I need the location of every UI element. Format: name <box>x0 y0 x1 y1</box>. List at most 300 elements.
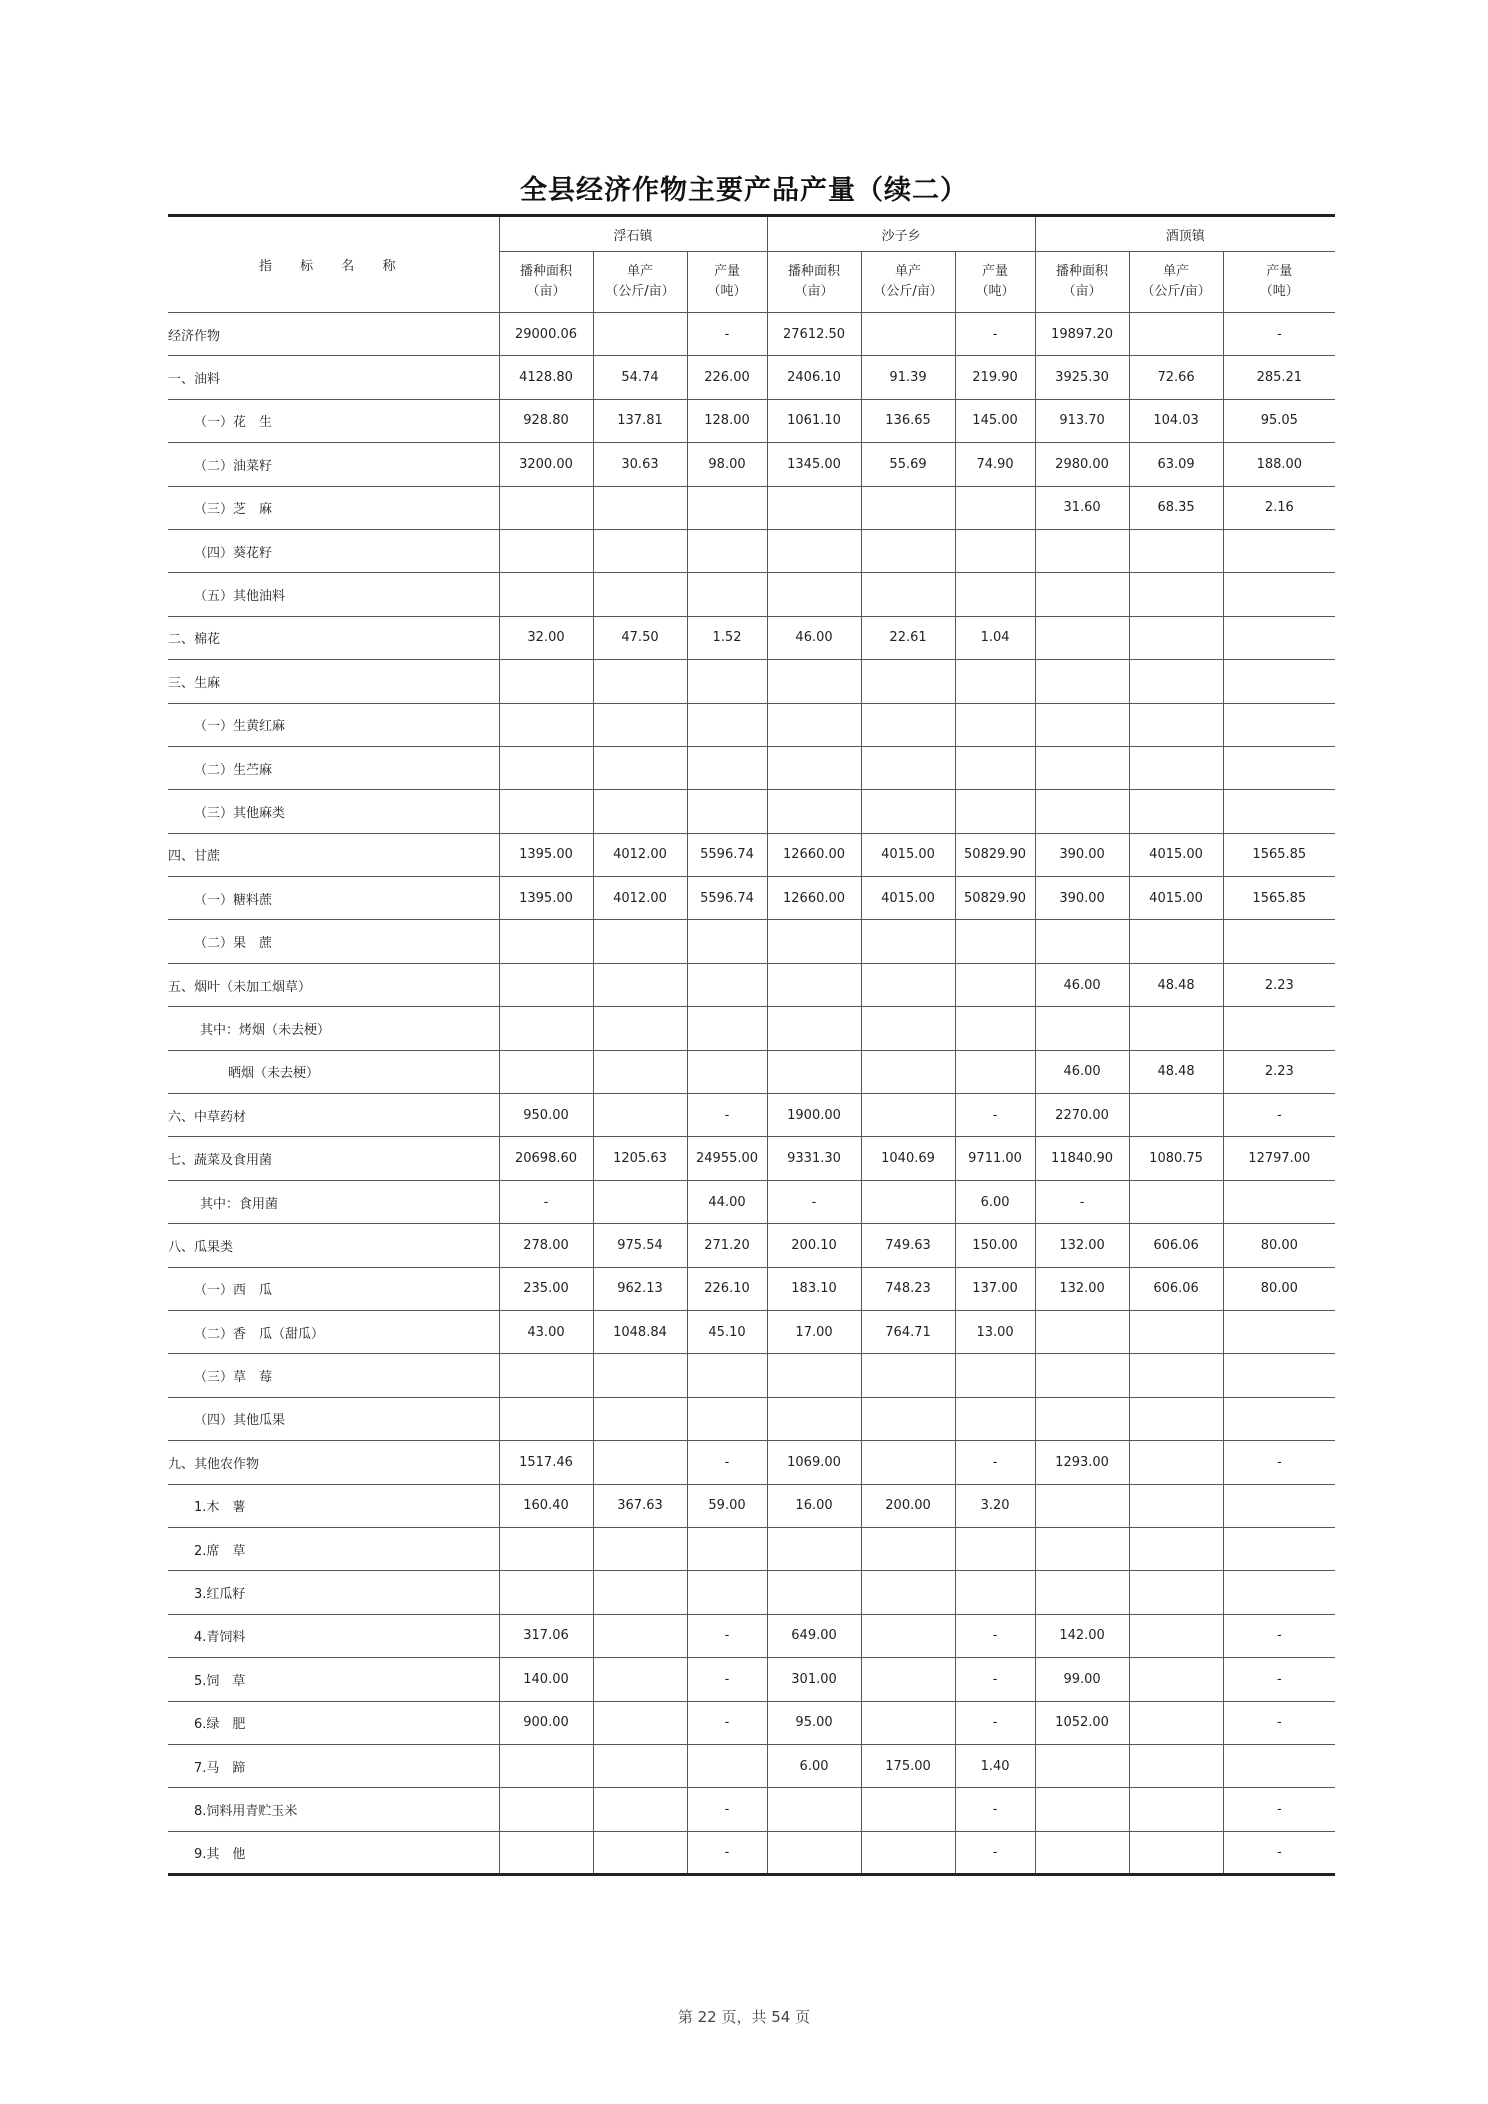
value-cell <box>687 1050 767 1093</box>
value-cell <box>1129 1310 1223 1353</box>
value-cell <box>1223 660 1335 703</box>
value-cell <box>1129 616 1223 659</box>
value-cell: 2.23 <box>1223 963 1335 1006</box>
value-cell: 975.54 <box>593 1224 687 1267</box>
value-cell <box>955 746 1035 789</box>
value-cell: 4012.00 <box>593 833 687 876</box>
value-cell <box>1035 1354 1129 1397</box>
metric-unit: （吨） <box>975 284 1015 299</box>
value-cell: 137.00 <box>955 1267 1035 1310</box>
metric-unit: （公斤/亩） <box>1141 284 1211 299</box>
value-cell: 3.20 <box>955 1484 1035 1527</box>
value-cell: 748.23 <box>861 1267 955 1310</box>
value-cell: 104.03 <box>1129 399 1223 442</box>
value-cell: 649.00 <box>767 1614 861 1657</box>
indicator-name: （一）花 生 <box>168 399 499 442</box>
value-cell <box>499 1744 593 1787</box>
metric-label: 播种面积 <box>788 264 841 279</box>
value-cell: 1048.84 <box>593 1310 687 1353</box>
value-cell: 1.52 <box>687 616 767 659</box>
value-cell: 1395.00 <box>499 877 593 920</box>
indicator-name: （二）油菜籽 <box>168 443 499 486</box>
value-cell: 13.00 <box>955 1310 1035 1353</box>
metric-header <box>687 252 767 313</box>
value-cell: 5596.74 <box>687 877 767 920</box>
value-cell <box>1223 920 1335 963</box>
value-cell: 50829.90 <box>955 833 1035 876</box>
value-cell <box>767 529 861 572</box>
value-cell <box>499 529 593 572</box>
value-cell <box>767 660 861 703</box>
table-row <box>168 1571 1335 1614</box>
value-cell: 44.00 <box>687 1180 767 1223</box>
value-cell <box>1223 1484 1335 1527</box>
indicator-name: （三）其他麻类 <box>168 790 499 833</box>
table-row <box>168 443 1335 486</box>
value-cell: - <box>499 1180 593 1223</box>
value-cell: 95.00 <box>767 1701 861 1744</box>
value-cell: - <box>767 1180 861 1223</box>
value-cell: 2270.00 <box>1035 1094 1129 1137</box>
page-title: 全县经济作物主要产品产量（续二） <box>520 175 968 206</box>
value-cell <box>1035 1788 1129 1831</box>
value-cell <box>1035 1831 1129 1874</box>
town-header: 酒顶镇 <box>1035 216 1335 252</box>
indicator-name: （一）西 瓜 <box>168 1267 499 1310</box>
value-cell <box>499 486 593 529</box>
value-cell: 137.81 <box>593 399 687 442</box>
value-cell <box>1223 1571 1335 1614</box>
table-row <box>168 1180 1335 1223</box>
value-cell <box>861 313 955 356</box>
metric-header <box>955 252 1035 313</box>
metric-header <box>1129 252 1223 313</box>
indicator-name: 三、生麻 <box>168 660 499 703</box>
table-row <box>168 616 1335 659</box>
value-cell <box>1129 1527 1223 1570</box>
table-row <box>168 529 1335 572</box>
value-cell: 30.63 <box>593 443 687 486</box>
value-cell: - <box>687 1831 767 1874</box>
table-row <box>168 573 1335 616</box>
value-cell <box>593 1050 687 1093</box>
table-row <box>168 1441 1335 1484</box>
value-cell: 285.21 <box>1223 356 1335 399</box>
value-cell: - <box>1223 1701 1335 1744</box>
value-cell <box>861 746 955 789</box>
value-cell: 1900.00 <box>767 1094 861 1137</box>
value-cell <box>1223 1310 1335 1353</box>
metric-label: 单产 <box>1163 264 1190 279</box>
value-cell <box>767 790 861 833</box>
value-cell <box>1129 1397 1223 1440</box>
value-cell <box>499 703 593 746</box>
value-cell <box>593 486 687 529</box>
value-cell: 32.00 <box>499 616 593 659</box>
value-cell: 4128.80 <box>499 356 593 399</box>
value-cell <box>1035 1527 1129 1570</box>
value-cell: - <box>687 1441 767 1484</box>
value-cell <box>1129 1744 1223 1787</box>
value-cell: 27612.50 <box>767 313 861 356</box>
indicator-name: 五、烟叶（未加工烟草） <box>168 963 499 1006</box>
metric-header <box>1223 252 1335 313</box>
indicator-name: 九、其他农作物 <box>168 1441 499 1484</box>
value-cell: 136.65 <box>861 399 955 442</box>
indicator-name: 六、中草药材 <box>168 1094 499 1137</box>
value-cell <box>593 1658 687 1701</box>
value-cell: 1565.85 <box>1223 877 1335 920</box>
value-cell <box>1129 1831 1223 1874</box>
value-cell: 9711.00 <box>955 1137 1035 1180</box>
table-row <box>168 486 1335 529</box>
value-cell: 1345.00 <box>767 443 861 486</box>
value-cell: 6.00 <box>767 1744 861 1787</box>
indicator-name: 6.绿 肥 <box>168 1701 499 1744</box>
table-row <box>168 1744 1335 1787</box>
value-cell: 1565.85 <box>1223 833 1335 876</box>
value-cell: 1395.00 <box>499 833 593 876</box>
metric-unit: （亩） <box>526 284 566 299</box>
value-cell <box>687 746 767 789</box>
table-row <box>168 963 1335 1006</box>
value-cell: 1517.46 <box>499 1441 593 1484</box>
value-cell: 140.00 <box>499 1658 593 1701</box>
value-cell <box>593 573 687 616</box>
value-cell: 74.90 <box>955 443 1035 486</box>
metric-header <box>1035 252 1129 313</box>
table-row <box>168 1831 1335 1874</box>
value-cell: 22.61 <box>861 616 955 659</box>
value-cell <box>955 486 1035 529</box>
value-cell: 200.00 <box>861 1484 955 1527</box>
page-number: 第 22 页，共 54 页 <box>677 2008 811 2026</box>
value-cell <box>1035 660 1129 703</box>
indicator-name: 其中：食用菌 <box>168 1180 499 1223</box>
metric-label: 播种面积 <box>519 264 572 279</box>
indicator-name: 2.席 草 <box>168 1527 499 1570</box>
value-cell: 6.00 <box>955 1180 1035 1223</box>
value-cell <box>1129 1354 1223 1397</box>
indicator-name: 经济作物 <box>168 313 499 356</box>
value-cell <box>593 963 687 1006</box>
value-cell <box>499 660 593 703</box>
value-cell <box>1035 1007 1129 1050</box>
value-cell: 16.00 <box>767 1484 861 1527</box>
value-cell <box>499 1831 593 1874</box>
value-cell: 219.90 <box>955 356 1035 399</box>
indicator-name: （四）葵花籽 <box>168 529 499 572</box>
value-cell: 2.16 <box>1223 486 1335 529</box>
value-cell <box>1035 1310 1129 1353</box>
value-cell: 913.70 <box>1035 399 1129 442</box>
value-cell <box>499 963 593 1006</box>
value-cell <box>1035 1484 1129 1527</box>
value-cell <box>593 920 687 963</box>
value-cell <box>1129 1484 1223 1527</box>
value-cell <box>1129 1788 1223 1831</box>
value-cell <box>1129 703 1223 746</box>
value-cell <box>499 1397 593 1440</box>
metric-label: 产量 <box>714 264 741 279</box>
value-cell: 749.63 <box>861 1224 955 1267</box>
value-cell: - <box>687 1788 767 1831</box>
value-cell: 54.74 <box>593 356 687 399</box>
value-cell <box>687 963 767 1006</box>
value-cell <box>687 1354 767 1397</box>
value-cell: 962.13 <box>593 1267 687 1310</box>
value-cell: 1293.00 <box>1035 1441 1129 1484</box>
value-cell <box>593 1441 687 1484</box>
value-cell: 4012.00 <box>593 877 687 920</box>
value-cell <box>767 1788 861 1831</box>
value-cell <box>861 1050 955 1093</box>
metric-unit: （亩） <box>794 284 834 299</box>
value-cell <box>861 573 955 616</box>
value-cell: - <box>1223 1831 1335 1874</box>
value-cell: 4015.00 <box>861 833 955 876</box>
metric-header <box>767 252 861 313</box>
value-cell <box>861 529 955 572</box>
value-cell <box>1223 703 1335 746</box>
table-row <box>168 746 1335 789</box>
value-cell <box>593 1094 687 1137</box>
value-cell <box>499 746 593 789</box>
value-cell: 928.80 <box>499 399 593 442</box>
value-cell <box>593 1701 687 1744</box>
value-cell: - <box>1223 313 1335 356</box>
value-cell: 160.40 <box>499 1484 593 1527</box>
value-cell <box>593 1571 687 1614</box>
value-cell: 29000.06 <box>499 313 593 356</box>
value-cell <box>1035 1571 1129 1614</box>
value-cell <box>955 573 1035 616</box>
indicator-name: 4.青饲料 <box>168 1614 499 1657</box>
value-cell: 12797.00 <box>1223 1137 1335 1180</box>
metric-header <box>593 252 687 313</box>
indicator-name: 二、棉花 <box>168 616 499 659</box>
value-cell <box>687 920 767 963</box>
value-cell: 145.00 <box>955 399 1035 442</box>
table-row <box>168 920 1335 963</box>
value-cell <box>861 1614 955 1657</box>
value-cell: 4015.00 <box>1129 833 1223 876</box>
value-cell <box>1035 529 1129 572</box>
value-cell <box>767 1050 861 1093</box>
value-cell <box>767 1354 861 1397</box>
value-cell <box>1223 1354 1335 1397</box>
value-cell <box>955 920 1035 963</box>
value-cell <box>1035 1397 1129 1440</box>
value-cell <box>1129 1614 1223 1657</box>
table-row <box>168 1658 1335 1701</box>
value-cell <box>955 703 1035 746</box>
value-cell: 72.66 <box>1129 356 1223 399</box>
value-cell <box>861 1527 955 1570</box>
value-cell <box>1129 1007 1223 1050</box>
value-cell <box>1129 313 1223 356</box>
metric-unit: （亩） <box>1062 284 1102 299</box>
value-cell: 317.06 <box>499 1614 593 1657</box>
value-cell: 226.10 <box>687 1267 767 1310</box>
indicator-name: 3.红瓜籽 <box>168 1571 499 1614</box>
value-cell: 606.06 <box>1129 1224 1223 1267</box>
value-cell <box>593 746 687 789</box>
value-cell <box>767 573 861 616</box>
value-cell <box>955 1527 1035 1570</box>
value-cell: 12660.00 <box>767 833 861 876</box>
value-cell <box>593 529 687 572</box>
value-cell <box>955 1571 1035 1614</box>
value-cell: 46.00 <box>1035 1050 1129 1093</box>
value-cell: 1069.00 <box>767 1441 861 1484</box>
value-cell: 2.23 <box>1223 1050 1335 1093</box>
value-cell: 764.71 <box>861 1310 955 1353</box>
value-cell: 50829.90 <box>955 877 1035 920</box>
metric-label: 单产 <box>895 264 922 279</box>
table-row <box>168 660 1335 703</box>
value-cell: - <box>955 1441 1035 1484</box>
value-cell <box>955 1007 1035 1050</box>
indicator-name: （一）糖料蔗 <box>168 877 499 920</box>
town-header: 浮石镇 <box>499 216 767 252</box>
value-cell <box>499 1571 593 1614</box>
value-cell <box>1129 573 1223 616</box>
value-cell: - <box>1223 1441 1335 1484</box>
value-cell: 46.00 <box>767 616 861 659</box>
indicator-name: 8.饲料用青贮玉米 <box>168 1788 499 1831</box>
value-cell <box>1035 746 1129 789</box>
value-cell: 1052.00 <box>1035 1701 1129 1744</box>
value-cell: - <box>1223 1614 1335 1657</box>
value-cell: 606.06 <box>1129 1267 1223 1310</box>
value-cell <box>861 920 955 963</box>
value-cell <box>687 703 767 746</box>
value-cell <box>1223 746 1335 789</box>
metric-unit: （吨） <box>1259 284 1299 299</box>
value-cell: 132.00 <box>1035 1267 1129 1310</box>
table-row <box>168 1007 1335 1050</box>
value-cell <box>687 1527 767 1570</box>
value-cell <box>687 573 767 616</box>
value-cell: 19897.20 <box>1035 313 1129 356</box>
indicator-name: 七、蔬菜及食用菌 <box>168 1137 499 1180</box>
value-cell <box>593 1354 687 1397</box>
value-cell <box>767 1007 861 1050</box>
value-cell <box>767 1831 861 1874</box>
value-cell <box>1035 573 1129 616</box>
indicator-name: （四）其他瓜果 <box>168 1397 499 1440</box>
value-cell <box>955 1050 1035 1093</box>
value-cell <box>499 1050 593 1093</box>
value-cell <box>767 1527 861 1570</box>
value-cell <box>1035 616 1129 659</box>
value-cell <box>593 1831 687 1874</box>
table-row <box>168 1310 1335 1353</box>
value-cell <box>955 529 1035 572</box>
value-cell: - <box>955 1094 1035 1137</box>
value-cell: 20698.60 <box>499 1137 593 1180</box>
value-cell <box>1035 920 1129 963</box>
value-cell <box>767 1571 861 1614</box>
table-body <box>168 313 1335 1875</box>
value-cell <box>593 1007 687 1050</box>
indicator-name: 一、油料 <box>168 356 499 399</box>
value-cell: 278.00 <box>499 1224 593 1267</box>
indicator-name: 9.其 他 <box>168 1831 499 1874</box>
metric-header <box>861 252 955 313</box>
indicator-name: 5.饲 草 <box>168 1658 499 1701</box>
value-cell: 68.35 <box>1129 486 1223 529</box>
value-cell: 5596.74 <box>687 833 767 876</box>
indicator-name: 7.马 蹄 <box>168 1744 499 1787</box>
table-row <box>168 703 1335 746</box>
value-cell <box>861 1571 955 1614</box>
value-cell <box>1223 1180 1335 1223</box>
value-cell <box>1035 703 1129 746</box>
metric-unit: （公斤/亩） <box>605 284 675 299</box>
value-cell <box>1129 1701 1223 1744</box>
value-cell <box>1223 1744 1335 1787</box>
value-cell: 271.20 <box>687 1224 767 1267</box>
table-row <box>168 1788 1335 1831</box>
value-cell <box>767 703 861 746</box>
value-cell: 132.00 <box>1035 1224 1129 1267</box>
table-row <box>168 1224 1335 1267</box>
value-cell <box>687 1397 767 1440</box>
value-cell: 3200.00 <box>499 443 593 486</box>
value-cell <box>861 1658 955 1701</box>
value-cell <box>499 1007 593 1050</box>
value-cell <box>861 1788 955 1831</box>
metric-label: 产量 <box>982 264 1009 279</box>
value-cell <box>593 1614 687 1657</box>
value-cell <box>955 790 1035 833</box>
indicator-name: （三）芝 麻 <box>168 486 499 529</box>
value-cell: - <box>687 313 767 356</box>
value-cell: 3925.30 <box>1035 356 1129 399</box>
value-cell <box>687 660 767 703</box>
value-cell: 43.00 <box>499 1310 593 1353</box>
value-cell <box>1223 1007 1335 1050</box>
value-cell: - <box>687 1614 767 1657</box>
metric-label: 播种面积 <box>1056 264 1109 279</box>
table-row <box>168 1094 1335 1137</box>
value-cell <box>499 1354 593 1397</box>
indicator-name: （三）草 莓 <box>168 1354 499 1397</box>
value-cell: 4015.00 <box>1129 877 1223 920</box>
value-cell <box>1035 790 1129 833</box>
table-row <box>168 1137 1335 1180</box>
value-cell <box>687 1571 767 1614</box>
value-cell <box>499 790 593 833</box>
value-cell <box>1129 920 1223 963</box>
value-cell: 12660.00 <box>767 877 861 920</box>
value-cell: 98.00 <box>687 443 767 486</box>
value-cell: 367.63 <box>593 1484 687 1527</box>
table-row <box>168 1527 1335 1570</box>
value-cell <box>499 573 593 616</box>
value-cell <box>1129 1441 1223 1484</box>
value-cell <box>593 313 687 356</box>
value-cell <box>593 1788 687 1831</box>
value-cell <box>861 1831 955 1874</box>
value-cell <box>1129 660 1223 703</box>
value-cell: 45.10 <box>687 1310 767 1353</box>
value-cell: - <box>955 313 1035 356</box>
value-cell: 1205.63 <box>593 1137 687 1180</box>
value-cell <box>593 790 687 833</box>
